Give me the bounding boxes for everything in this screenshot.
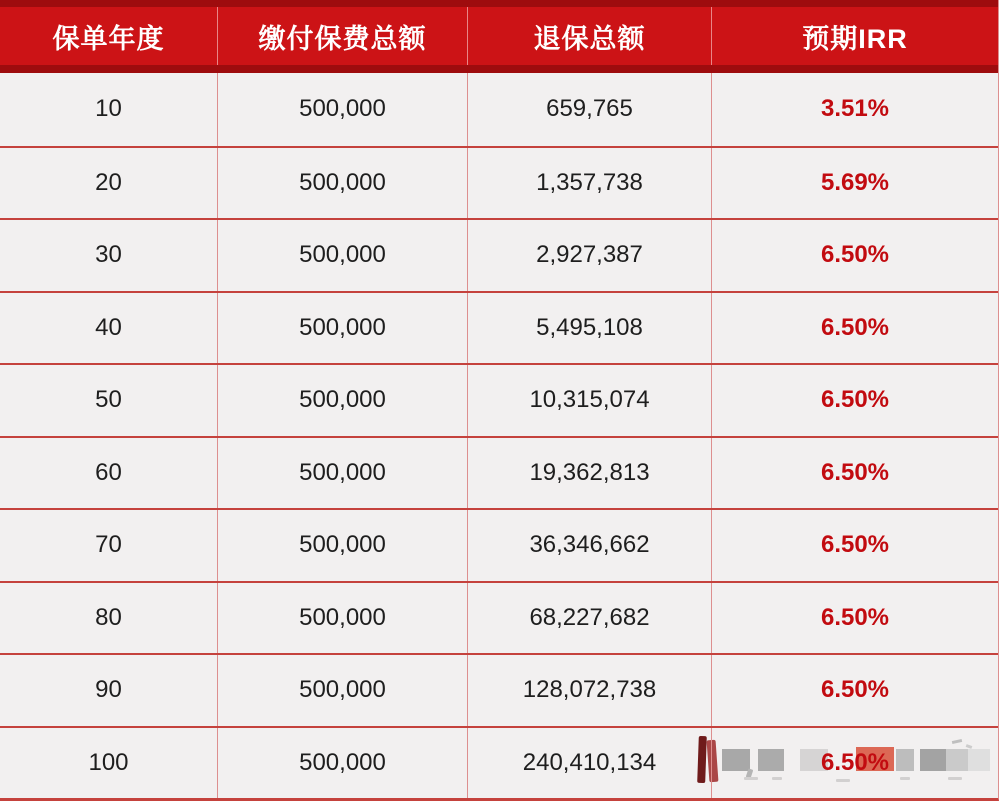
table-row [0, 726, 998, 799]
table-cell-surrender-total: 5,495,108 [468, 293, 712, 364]
table-cell-policy-year: 80 [0, 583, 218, 654]
table-cell-expected-irr: 6.50% [820, 458, 890, 486]
table-cell-expected-irr: 6.50% [820, 676, 890, 704]
table-row [0, 581, 998, 654]
table-cell-total-premium: 500,000 [218, 728, 468, 799]
header-cell-expected-irr: 预期IRR [802, 23, 908, 54]
table-cell-policy-year: 100 [0, 728, 218, 799]
table-header-row [0, 0, 998, 73]
table-cell-surrender-total: 19,362,813 [468, 438, 712, 509]
table-row [0, 291, 998, 364]
table-row [0, 653, 998, 726]
table-body [0, 73, 998, 798]
table-cell-total-premium: 500,000 [218, 293, 468, 364]
header-cell-policy-year: 保单年度 [0, 7, 218, 65]
table-cell-policy-year: 50 [0, 365, 218, 436]
table-cell-total-premium: 500,000 [218, 365, 468, 436]
table-cell-expected-irr: 6.50% [820, 386, 890, 414]
table-cell-policy-year: 60 [0, 438, 218, 509]
table-cell-total-premium: 500,000 [218, 220, 468, 291]
table-row [0, 146, 998, 219]
table-cell-total-premium: 500,000 [218, 510, 468, 581]
table-cell-policy-year: 30 [0, 220, 218, 291]
header-cell-surrender-total: 退保总额 [468, 7, 712, 65]
table-cell-expected-irr: 5.69% [820, 168, 890, 196]
table-cell-surrender-total: 36,346,662 [468, 510, 712, 581]
table-row [0, 218, 998, 291]
table-cell-total-premium: 500,000 [218, 73, 468, 146]
table-cell-expected-irr: 6.50% [820, 603, 890, 631]
table-cell-policy-year: 90 [0, 655, 218, 726]
table-cell-policy-year: 20 [0, 148, 218, 219]
table-cell-expected-irr: 6.50% [820, 313, 890, 341]
table-cell-surrender-total: 1,357,738 [468, 148, 712, 219]
table-cell-surrender-total: 68,227,682 [468, 583, 712, 654]
table-row [0, 508, 998, 581]
table-cell-expected-irr: 6.50% [820, 531, 890, 559]
table-cell-surrender-total: 10,315,074 [468, 365, 712, 436]
table-row [0, 363, 998, 436]
table-cell-surrender-total: 240,410,134 [468, 728, 712, 799]
table-row [0, 436, 998, 509]
table-cell-total-premium: 500,000 [218, 438, 468, 509]
table-cell-total-premium: 500,000 [218, 655, 468, 726]
table-cell-expected-irr: 6.50% [820, 241, 890, 269]
table-cell-policy-year: 70 [0, 510, 218, 581]
table-cell-surrender-total: 128,072,738 [468, 655, 712, 726]
table-cell-surrender-total: 659,765 [468, 73, 712, 146]
header-cell-total-premium: 缴付保费总额 [218, 7, 468, 65]
table-cell-policy-year: 10 [0, 73, 218, 146]
table-cell-surrender-total: 2,927,387 [468, 220, 712, 291]
table-cell-expected-irr: 6.50% [820, 748, 890, 776]
table-cell-total-premium: 500,000 [218, 148, 468, 219]
table-cell-policy-year: 40 [0, 293, 218, 364]
table-row [0, 73, 998, 146]
table-cell-total-premium: 500,000 [218, 583, 468, 654]
table-cell-expected-irr: 3.51% [820, 95, 890, 123]
